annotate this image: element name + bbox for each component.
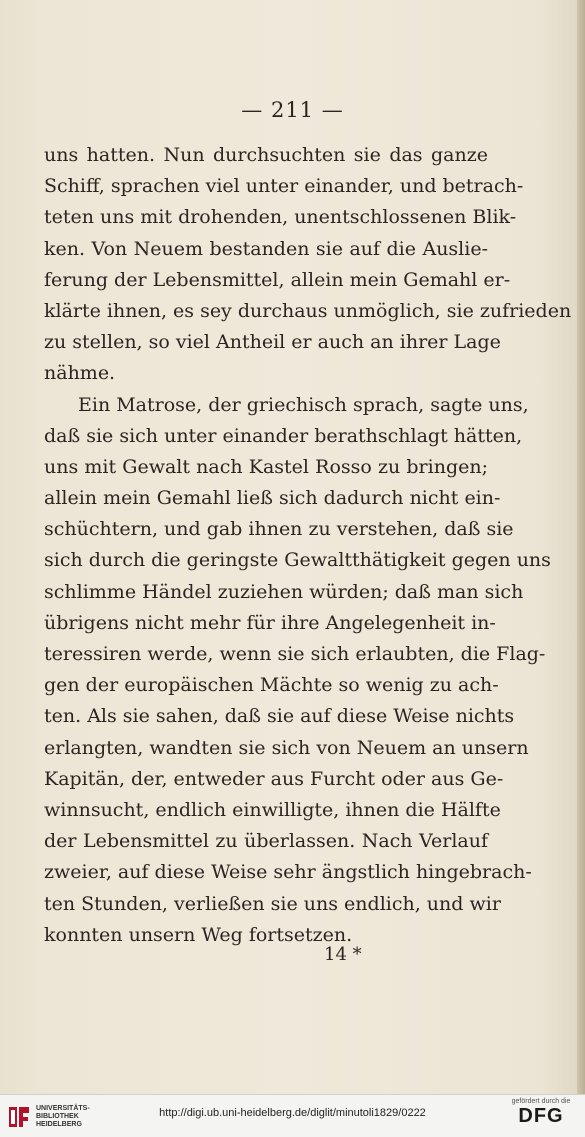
- funder-name: DFG: [518, 1105, 564, 1127]
- text-line: ken. Von Neuem bestanden sie auf die Auslie-: [44, 237, 488, 260]
- text-line: zweier, auf diese Weise sehr ängstlich hingebrach-: [44, 861, 532, 884]
- text-line: uns mit Gewalt nach Kastel Rosso zu bringen;: [44, 455, 488, 478]
- text-line: uns hatten. Nun durchsuchten sie das ganze: [44, 144, 488, 166]
- text-line: ten Stunden, verließen sie uns endlich, und wir: [44, 892, 501, 915]
- text-line: teressiren werde, wenn sie sich erlaubten, die Flag-: [44, 643, 546, 665]
- funder-note: gefördert durch die: [511, 1098, 571, 1105]
- text-line: klärte ihnen, es sey durchaus unmöglich, sie zufrieden: [44, 299, 572, 322]
- text-line: zu stellen, so viel Antheil er auch an ihrer Lage: [44, 331, 501, 354]
- page-number-header: — 211 —: [241, 98, 344, 122]
- text-line: ferung der Lebensmittel, allein mein Gemahl er-: [44, 268, 511, 291]
- text-line: Schiff, sprachen viel unter einander, und betrach-: [44, 175, 524, 198]
- text-line: gen der europäischen Mächte so wenig zu ach-: [44, 674, 499, 697]
- text-line: konnten unsern Weg fortsetzen.: [44, 923, 353, 946]
- body-text: [44, 140, 572, 951]
- text-line: übrigens nicht mehr für ihre Angelegenheit in-: [44, 611, 496, 634]
- text-line: schlimme Händel zuziehen würden; daß man sich: [44, 580, 524, 603]
- library-name: UNIVERSITÄTS- BIBLIOTHEK HEIDELBERG: [36, 1105, 90, 1128]
- viewer-footer: [0, 1094, 585, 1137]
- permalink-url[interactable]: http://digi.ub.uni-heidelberg.de/diglit/minutoli1829/0222: [159, 1107, 426, 1119]
- text-line: Ein Matrose, der griechisch sprach, sagte uns,: [78, 393, 529, 416]
- signature-mark: 14 *: [324, 944, 362, 965]
- text-line: teten uns mit drohenden, unentschlossenen Blik-: [44, 206, 517, 229]
- text-line: nähme.: [44, 362, 116, 385]
- text-line: erlangten, wandten sie sich von Neuem an unsern: [44, 736, 529, 759]
- text-line: Kapitän, der, entweder aus Furcht oder aus Ge-: [44, 767, 504, 790]
- funder-logo[interactable]: [503, 1098, 579, 1136]
- text-line: ten. Als sie sahen, daß sie auf diese Weise nichts: [44, 705, 515, 728]
- text-line: sich durch die geringste Gewaltthätigkeit gegen uns: [44, 549, 551, 572]
- text-line: allein mein Gemahl ließ sich dadurch nicht ein-: [44, 487, 501, 510]
- page-edge: [577, 0, 585, 1094]
- text-line: schüchtern, und gab ihnen zu verstehen, daß sie: [44, 518, 514, 541]
- text-line: daß sie sich unter einander berathschlagt hätten,: [44, 424, 523, 447]
- text-line: winnsucht, endlich einwilligte, ihnen die Hälfte: [44, 798, 501, 821]
- text-line: der Lebensmittel zu überlassen. Nach Verlauf: [44, 830, 488, 853]
